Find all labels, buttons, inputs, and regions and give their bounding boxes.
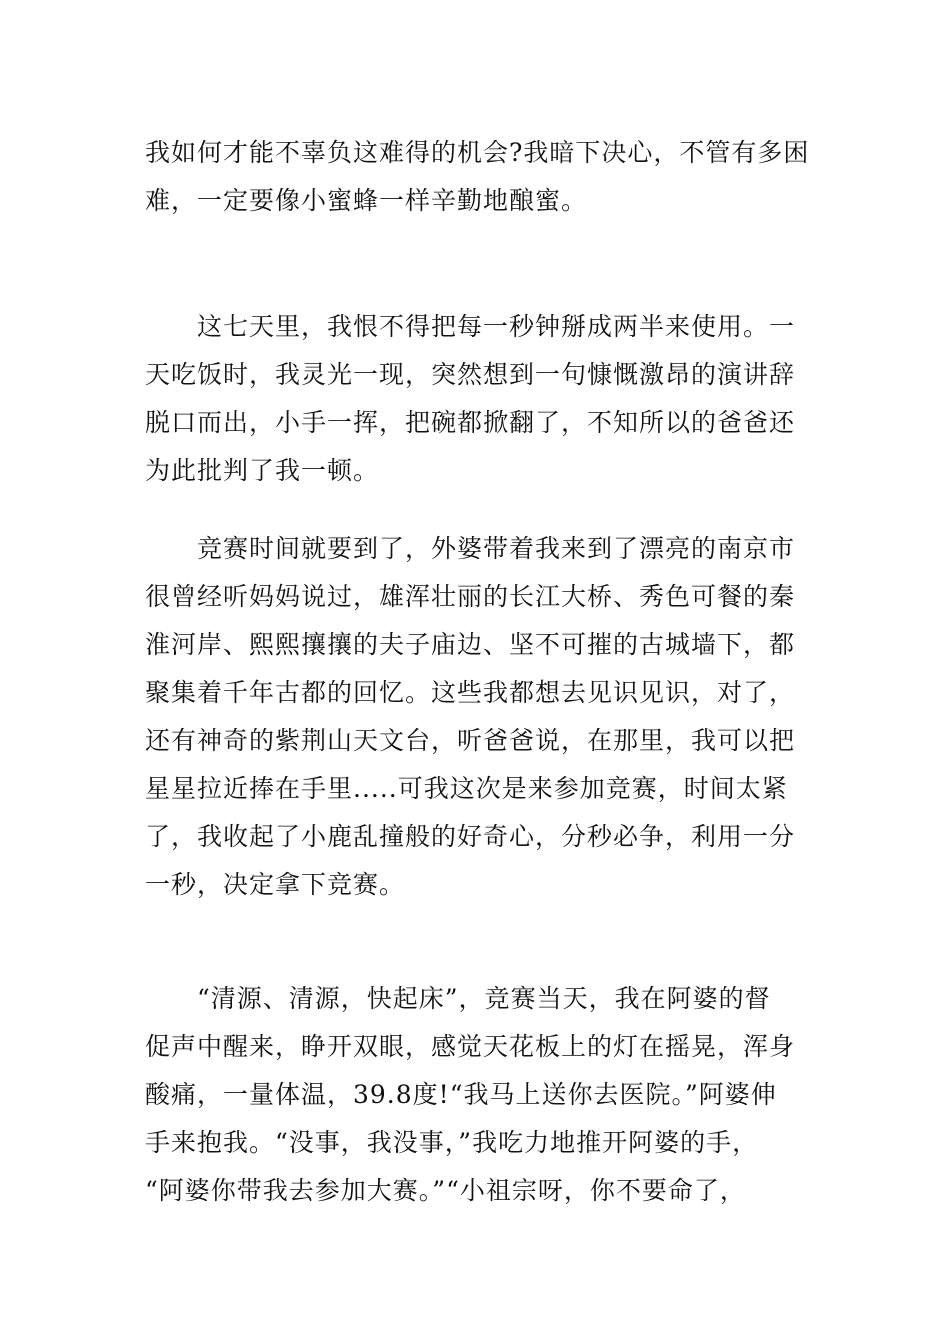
paragraph-line: 竞赛时间就要到了，外婆带着我来到了漂亮的南京市 xyxy=(197,534,796,563)
paragraph-line: 很曾经听妈妈说过，雄浑壮丽的长江大桥、秀色可餐的秦 xyxy=(145,582,796,611)
paragraph-line: 天吃饭时，我灵光一现，突然想到一句慷慨激昂的演讲辞 xyxy=(145,360,796,389)
paragraph-2 xyxy=(145,303,805,495)
paragraph-4 xyxy=(145,975,805,1215)
paragraph-line: “阿婆你带我去参加大赛。”“小祖宗呀，你不要命了， xyxy=(145,1176,746,1205)
paragraph-line: 难，一定要像小蜜蜂一样辛勤地酿蜜。 xyxy=(145,186,588,215)
paragraph-1 xyxy=(145,129,810,225)
paragraph-line: 脱口而出，小手一挥，把碗都掀翻了，不知所以的爸爸还 xyxy=(145,408,796,437)
paragraph-line: 一秒，决定拿下竞赛。 xyxy=(145,870,406,899)
paragraph-line: “清源、清源，快起床”，竞赛当天，我在阿婆的督 xyxy=(197,984,771,1013)
paragraph-line: 淮河岸、熙熙攘攘的夫子庙边、坚不可摧的古城墙下，都 xyxy=(145,630,796,659)
paragraph-3 xyxy=(145,525,805,909)
paragraph-line: 酸痛，一量体温，39.8度!“我马上送你去医院。”阿婆伸 xyxy=(145,1080,777,1109)
paragraph-line: 为此批判了我一顿。 xyxy=(145,456,380,485)
paragraph-line: 星星拉近捧在手里.....可我这次是来参加竞赛，时间太紧 xyxy=(145,774,788,803)
paragraph-line: 聚集着千年古都的回忆。这些我都想去见识见识，对了， xyxy=(145,678,796,707)
paragraph-line: 还有神奇的紫荆山天文台，听爸爸说，在那里，我可以把 xyxy=(145,726,796,755)
paragraph-line: 这七天里，我恨不得把每一秒钟掰成两半来使用。一 xyxy=(197,312,796,341)
paragraph-line: 手来抱我。“没事，我没事，”我吃力地推开阿婆的手， xyxy=(145,1128,759,1157)
paragraph-line: 我如何才能不辜负这难得的机会?我暗下决心，不管有多困 xyxy=(145,138,810,167)
paragraph-line: 促声中醒来，睁开双眼，感觉天花板上的灯在摇晃，浑身 xyxy=(145,1032,796,1061)
paragraph-line: 了，我收起了小鹿乱撞般的好奇心，分秒必争，利用一分 xyxy=(145,822,796,851)
